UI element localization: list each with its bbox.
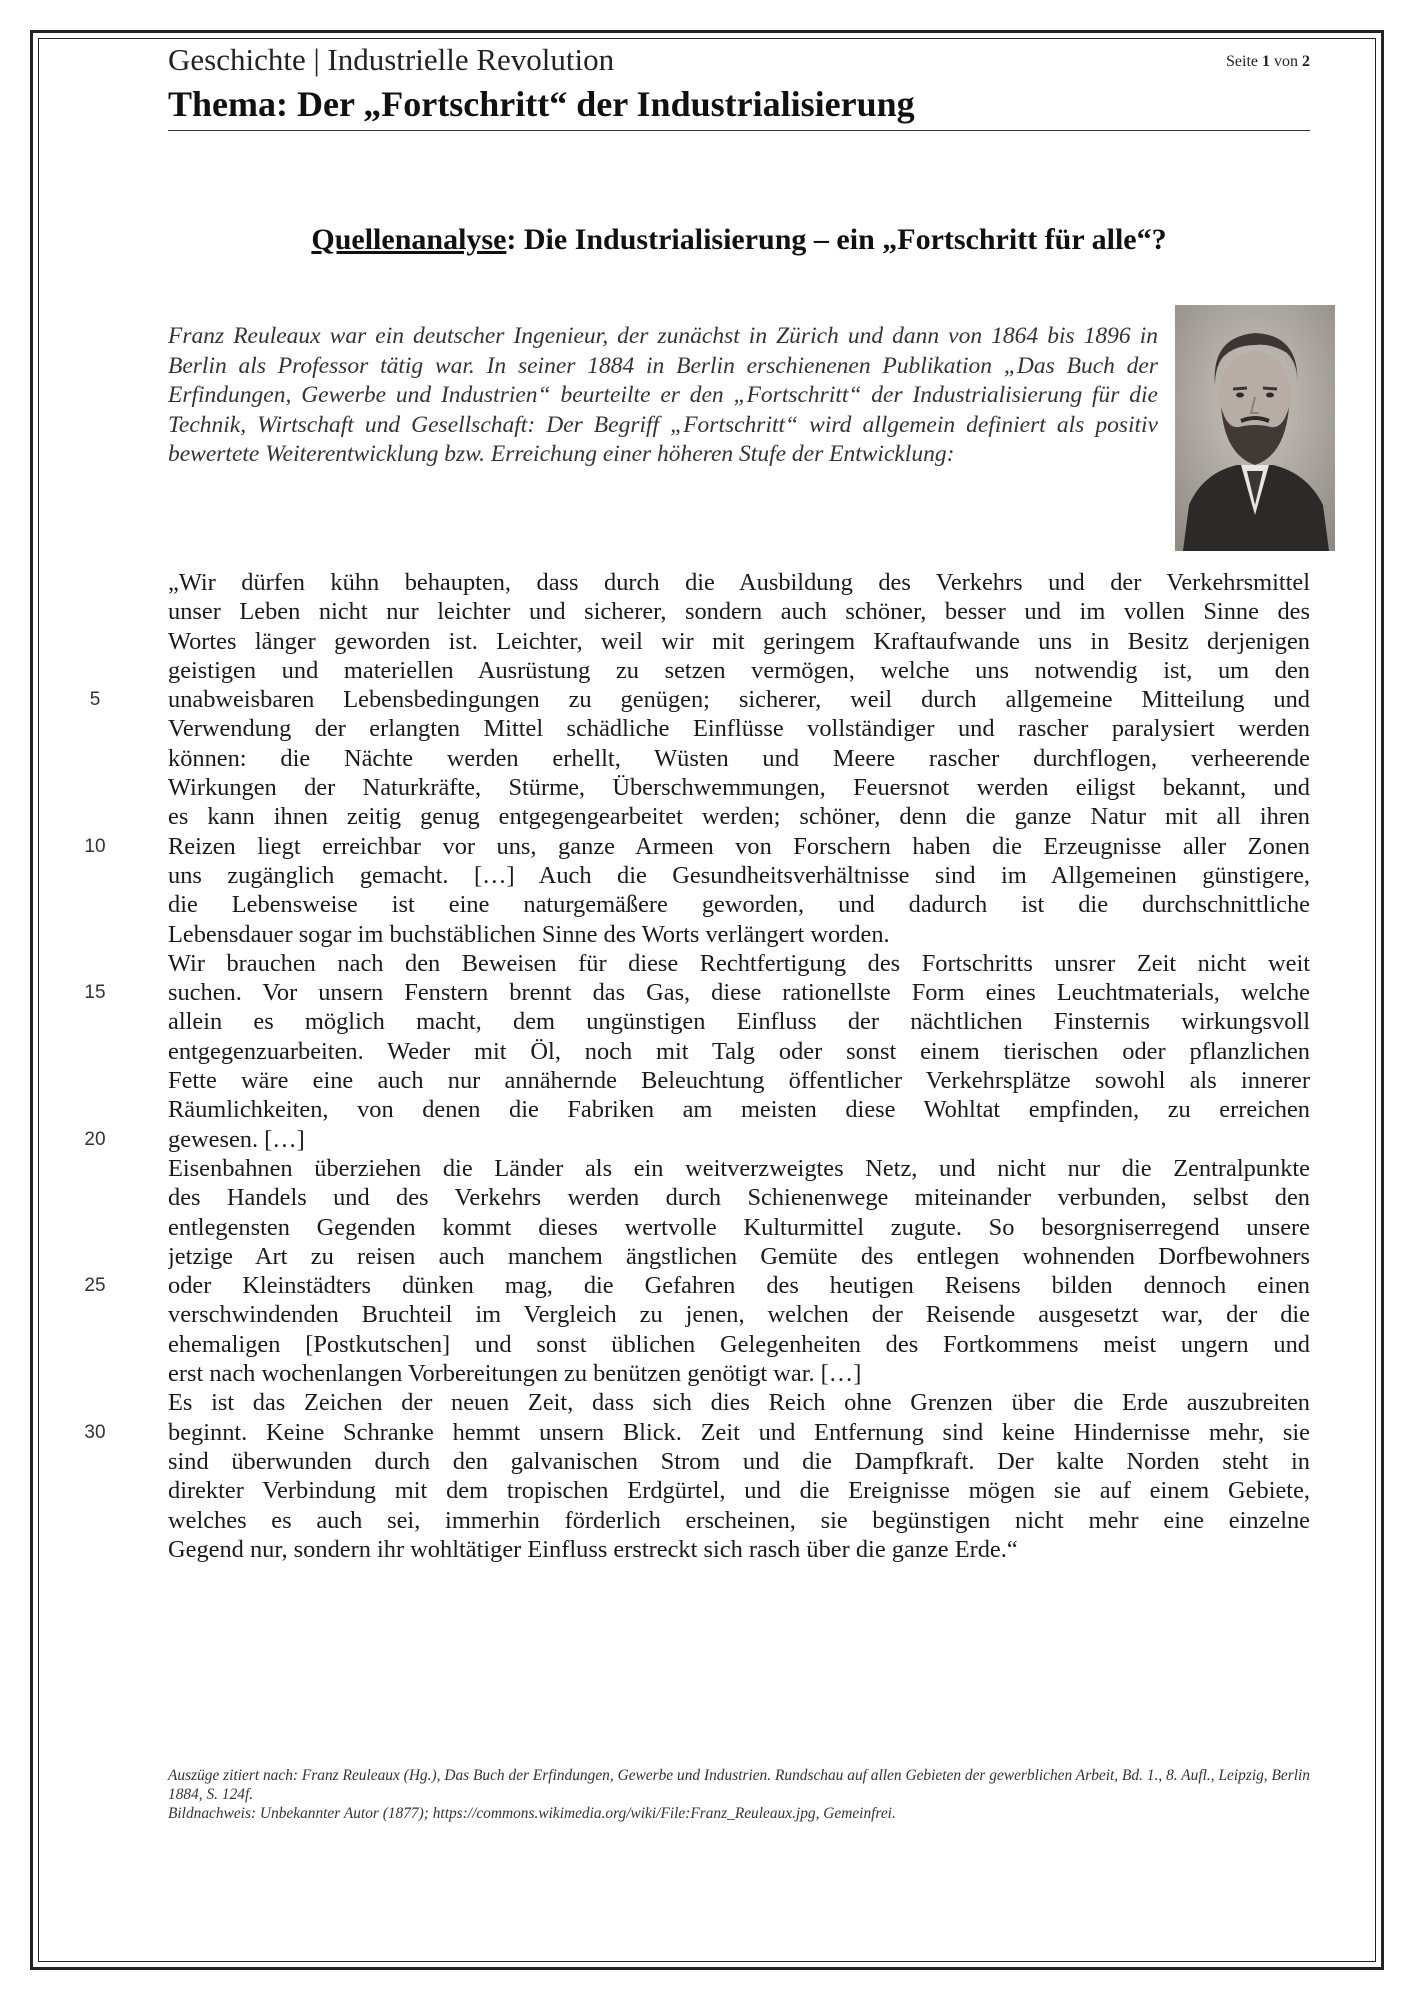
quote-line: Räumlichkeiten, von denen die Fabriken am meisten diese Wohltat empfinden, zu erreichen	[168, 1096, 1310, 1124]
page-mid: von	[1270, 53, 1302, 70]
quote-line: Reizen liegt erreichbar vor uns, ganze Armeen von Forschern haben die Erzeugnisse aller Zonen	[168, 832, 1310, 860]
line-number: 15	[84, 982, 106, 1004]
quote-line: können: die Nächte werden erhellt, Wüsten und Meere rascher durchflogen, verheerende	[168, 744, 1310, 772]
quote-line: allein es möglich macht, dem ungünstigen Einfluss der nächtlichen Finsternis wirkungsvoll	[168, 1008, 1310, 1036]
line-number: 20	[84, 1128, 106, 1150]
quote-line: geistigen und materiellen Ausrüstung zu setzen vermögen, welche uns notwendig ist, um den	[168, 656, 1310, 684]
line-number: 5	[89, 689, 101, 711]
image-credit: Bildnachweis: Unbekannter Autor (1877); https://commons.wikimedia.org/wiki/File:Franz_Reuleaux.jpg, Gemeinfrei.	[168, 1805, 896, 1822]
source-quote	[168, 568, 1310, 1564]
page-header	[168, 40, 1310, 131]
quote-line: entgegenzuarbeiten. Weder mit Öl, noch mit Talg oder sonst einem tierischen oder pflanzlichen	[168, 1037, 1310, 1065]
quote-line: die Lebensweise ist eine naturgemäßere geworden, und dadurch ist die durchschnittliche	[168, 891, 1310, 919]
quote-line: Verwendung der erlangten Mittel schädliche Einflüsse vollständiger und rascher paralysiert werden	[168, 715, 1310, 743]
quote-line: Eisenbahnen überziehen die Länder als ein weitverzweigtes Netz, und nicht nur die Zentralpunkte	[168, 1154, 1310, 1182]
quote-line: erst nach wochenlangen Vorbereitungen zu benützen genötigt war. […]	[168, 1360, 862, 1388]
quote-line: gewesen. […]	[168, 1125, 305, 1153]
quote-line: uns zugänglich gemacht. […] Auch die Gesundheitsverhältnisse sind im Allgemeinen günstigere,	[168, 861, 1310, 889]
quote-line: Es ist das Zeichen der neuen Zeit, dass sich dies Reich ohne Grenzen über die Erde auszubreiten	[168, 1389, 1310, 1417]
quote-line: Wirkungen der Naturkräfte, Stürme, Überschwemmungen, Feuersnot werden eiligst bekannt, und	[168, 774, 1310, 802]
intro-paragraph: Franz Reuleaux war ein deutscher Ingenieur, der zunächst in Zürich und dann von 1864 bis 1896 in Berlin als Professor tätig war. In seiner 1884 in Berlin erschienenen Publikation „Das Buch der Erfindungen, Gewerbe und Industrien“ beurteilte er den „Fortschritt“ der Industrialisierung für die Technik, Wirtschaft und Gesellschaft: Der Begriff „Fortschritt“ wird allgemein definiert als positiv bewertete Weiterentwicklung bzw. Erreichung einer höheren Stufe der Entwicklung:	[168, 323, 1158, 467]
page-total: 2	[1302, 53, 1310, 70]
source-citation: Auszüge zitiert nach: Franz Reuleaux (Hg.), Das Buch der Erfindungen, Gewerbe und Industrien. Rundschau auf allen Gebieten der gewerblichen Arbeit, Bd. 1., 8. Aufl., Leipzig, Berlin 1884, S. 124f.	[168, 1767, 1310, 1803]
document-title	[168, 220, 1310, 260]
line-number: 25	[84, 1275, 106, 1297]
page-prefix: Seite	[1226, 53, 1262, 70]
quote-line: suchen. Vor unsern Fenstern brennt das Gas, diese rationellste Form eines Leuchtmaterials, welche	[168, 979, 1310, 1007]
line-number: 10	[84, 835, 106, 857]
quote-line: es kann ihnen zeitig genug entgegengearbeitet werden; schöner, denn die ganze Natur mit all ihren	[168, 803, 1310, 831]
quote-line: „Wir dürfen kühn behaupten, dass durch die Ausbildung des Verkehrs und der Verkehrsmittel	[168, 569, 1310, 596]
page-current: 1	[1262, 53, 1270, 70]
quote-line: Lebensdauer sogar im buchstäblichen Sinne des Worts verlängert worden.	[168, 920, 890, 948]
quote-line: ehemaligen [Postkutschen] und sonst üblichen Gelegenheiten des Fortkommens meist ungern und	[168, 1330, 1310, 1358]
quote-line: welches es auch sei, immerhin förderlich erscheinen, sie begünstigen nicht mehr eine einzelne	[168, 1506, 1310, 1534]
quote-line: verschwindenden Bruchteil im Vergleich zu jenen, welchen der Reisende ausgesetzt war, der die	[168, 1301, 1310, 1329]
quote-line: direkter Verbindung mit dem tropischen Erdgürtel, und die Ereignisse mögen sie auf einem Gebiete,	[168, 1477, 1310, 1505]
topic-heading: Thema: Der „Fortschritt“ der Industrialisierung	[168, 84, 915, 124]
quote-line: des Handels und des Verkehrs werden durch Schienenwege miteinander verbunden, selbst den	[168, 1184, 1310, 1212]
title-rest: : Die Industrialisierung – ein „Fortschritt für alle“?	[506, 223, 1167, 256]
quote-line: Gegend nur, sondern ihr wohltätiger Einfluss erstreckt sich rasch über die ganze Erde.“	[168, 1535, 1018, 1563]
quote-line: beginnt. Keine Schranke hemmt unsern Blick. Zeit und Entfernung sind keine Hindernisse mehr, sie	[168, 1418, 1310, 1446]
source-notes	[168, 1766, 1310, 1823]
quote-line: unser Leben nicht nur leichter und sicherer, sondern auch schöner, besser und im vollen Sinne des	[168, 598, 1310, 626]
quote-line: Wortes länger geworden ist. Leichter, weil wir mit geringem Kraftaufwande uns in Besitz derjenigen	[168, 627, 1310, 655]
quote-line: unabweisbaren Lebensbedingungen zu genügen; sicherer, weil durch allgemeine Mitteilung und	[168, 686, 1310, 714]
line-number: 30	[84, 1421, 106, 1443]
page-indicator	[1226, 52, 1310, 72]
quote-line: sind überwunden durch den galvanischen Strom und die Dampfkraft. Der kalte Norden steht in	[168, 1447, 1310, 1475]
subject-line: Geschichte | Industrielle Revolution	[168, 42, 615, 77]
portrait-photo	[1175, 305, 1335, 551]
title-underlined: Quellenanalyse	[311, 223, 507, 256]
quote-line: jetzige Art zu reisen auch manchem ängstlichen Gemüte des entlegen wohnenden Dorfbewohners	[168, 1242, 1310, 1270]
quote-line: Fette wäre eine auch nur annähernde Beleuchtung öffentlicher Verkehrsplätze sowohl als innerer	[168, 1067, 1310, 1095]
quote-line: oder Kleinstädters dünken mag, die Gefahren des heutigen Reisens bilden dennoch einen	[168, 1272, 1310, 1300]
quote-line: entlegensten Gegenden kommt dieses wertvolle Kulturmittel zugute. So besorgniserregend unsere	[168, 1213, 1310, 1241]
quote-line: Wir brauchen nach den Beweisen für diese Rechtfertigung des Fortschritts unsrer Zeit nicht weit	[168, 949, 1310, 977]
